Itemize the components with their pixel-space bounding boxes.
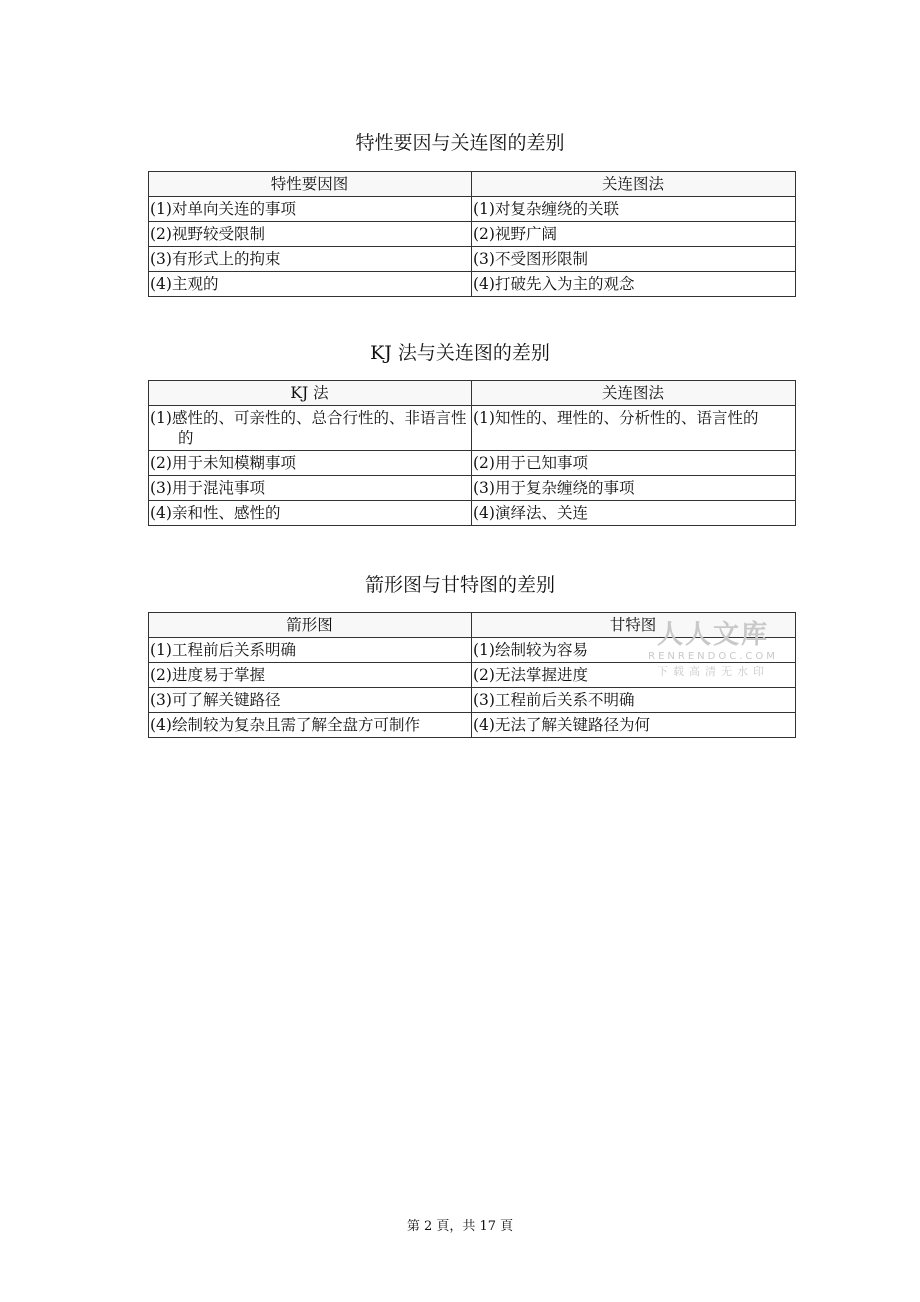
table-cell: (4)打破先入为主的观念: [472, 272, 796, 297]
table-cell: (3)不受图形限制: [472, 247, 796, 272]
table-cell: (3)用于复杂缠绕的事项: [472, 476, 796, 501]
table-row: [149, 501, 796, 526]
watermark-tagline: 下载高清无水印: [657, 665, 769, 678]
table-cell: (3)用于混沌事项: [149, 476, 472, 501]
table-row: [149, 272, 796, 297]
table-row: [149, 222, 796, 247]
table-cell: (1)知性的、理性的、分析性的、语言性的: [472, 406, 796, 451]
comparison-table-3: [148, 612, 796, 738]
table-cell: (2)无法掌握进度: [472, 663, 796, 688]
table-cell: (2)进度易于掌握: [149, 663, 472, 688]
table-cell: (3)工程前后关系不明确: [472, 688, 796, 713]
table-row: [149, 197, 796, 222]
table-cell: (2)用于已知事项: [472, 451, 796, 476]
comparison-table-1: [148, 171, 796, 297]
column-header: 甘特图: [472, 613, 796, 638]
table-cell: (3)可了解关键路径: [149, 688, 472, 713]
column-header: 关连图法: [472, 172, 796, 197]
column-header: 箭形图: [149, 613, 472, 638]
column-header: KJ 法: [149, 381, 472, 406]
table-cell: (1)工程前后关系明确: [149, 638, 472, 663]
section-title-1: 特性要因与关连图的差别: [355, 132, 565, 154]
table-header-row: [149, 172, 796, 197]
section-title-2: KJ 法与关连图的差别: [370, 342, 550, 364]
table-header-row: [149, 381, 796, 406]
comparison-table-2: [148, 380, 796, 526]
table-cell: (2)用于未知模糊事项: [149, 451, 472, 476]
table-row: [149, 688, 796, 713]
column-header: 特性要因图: [149, 172, 472, 197]
column-header: 关连图法: [472, 381, 796, 406]
table-cell: (1)绘制较为容易: [472, 638, 796, 663]
table-cell: (2)视野广阔: [472, 222, 796, 247]
table-header-row: [149, 613, 796, 638]
table-row: [149, 638, 796, 663]
table-row: [149, 713, 796, 738]
table-cell: (4)主观的: [149, 272, 472, 297]
table-cell: (4)亲和性、感性的: [149, 501, 472, 526]
table-cell: (3)有形式上的拘束: [149, 247, 472, 272]
table-cell: (4)绘制较为复杂且需了解全盘方可制作: [149, 713, 472, 738]
table-cell: (4)无法了解关键路径为何: [472, 713, 796, 738]
table-row: [149, 476, 796, 501]
table-cell: (2)视野较受限制: [149, 222, 472, 247]
table-cell: (1)感性的、可亲性的、总合行性的、非语言性的: [149, 406, 472, 451]
table-row: [149, 663, 796, 688]
table-cell: (1)对单向关连的事项: [149, 197, 472, 222]
table-cell: (1)对复杂缠绕的关联: [472, 197, 796, 222]
page-footer: 第 2 頁，共 17 頁: [406, 1219, 514, 1234]
table-row: [149, 451, 796, 476]
table-row: [149, 406, 796, 451]
section-title-3: 箭形图与甘特图的差别: [364, 574, 555, 596]
watermark-logo-text: 人人文库: [656, 620, 769, 650]
table-row: [149, 247, 796, 272]
watermark-domain: RENRENDOC.COM: [648, 651, 778, 662]
table-cell: (4)演绎法、关连: [472, 501, 796, 526]
